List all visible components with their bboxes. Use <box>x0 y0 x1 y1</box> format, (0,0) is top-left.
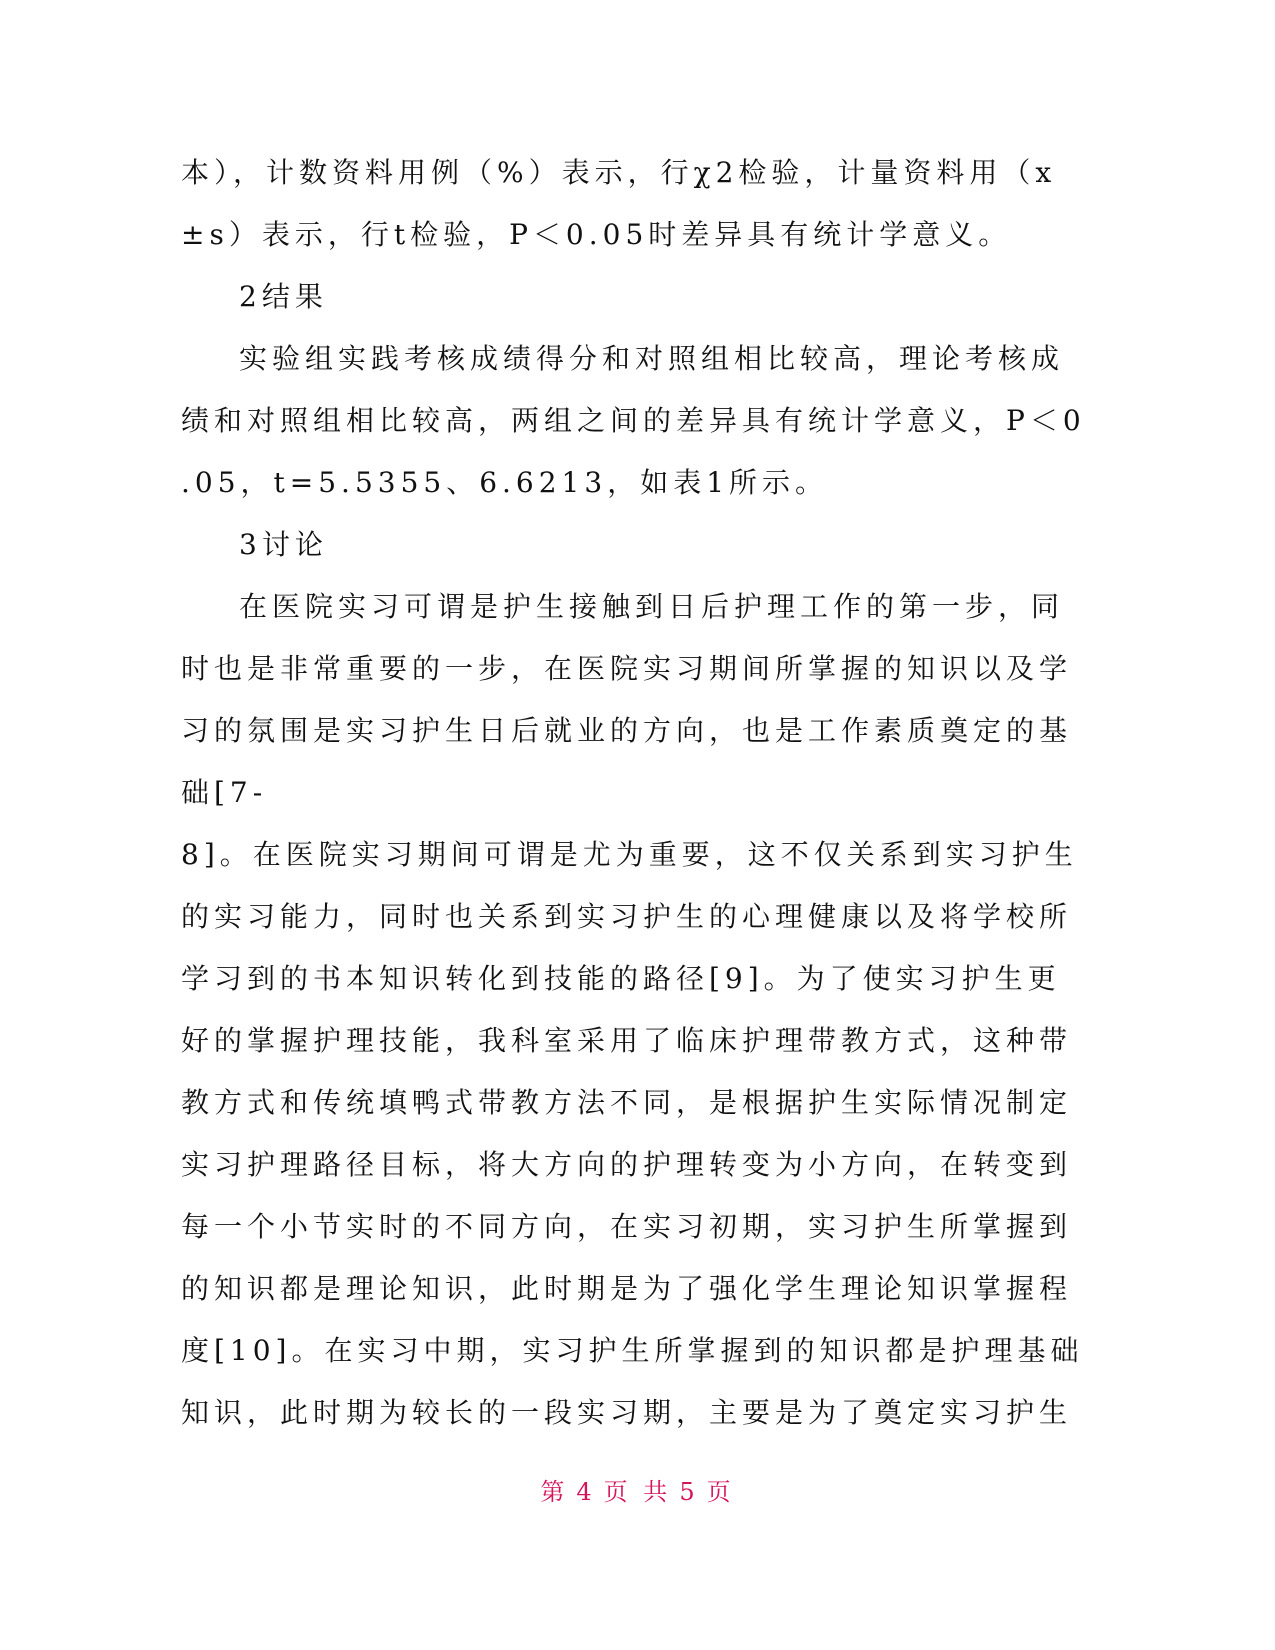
text-line: ±s）表示，行t检验，P＜0.05时差异具有统计学意义。 <box>181 218 1012 251</box>
text-line: 8]。在医院实习期间可谓是尤为重要，这不仅关系到实习护生 <box>181 838 1078 871</box>
text-line: 实验组实践考核成绩得分和对照组相比较高，理论考核成 <box>239 342 1065 375</box>
text-line: 绩和对照组相比较高，两组之间的差异具有统计学意义，P＜0 <box>181 404 1086 437</box>
text-line: 好的掌握护理技能，我科室采用了临床护理带教方式，这种带 <box>181 1024 1073 1057</box>
text-line: 在医院实习可谓是护生接触到日后护理工作的第一步，同 <box>239 590 1065 623</box>
total-pages-number: 5 <box>679 1478 699 1506</box>
footer-middle: 页 共 <box>603 1478 672 1506</box>
footer-prefix: 第 <box>540 1478 569 1506</box>
text-line: 的知识都是理论知识，此时期是为了强化学生理论知识掌握程 <box>181 1272 1073 1305</box>
text-line: .05，t=5.5355、6.6213，如表1所示。 <box>181 466 829 499</box>
text-line: 学习到的书本知识转化到技能的路径[9]。为了使实习护生更 <box>181 962 1061 995</box>
current-page-number: 4 <box>576 1478 596 1506</box>
text-line: 习的氛围是实习护生日后就业的方向，也是工作素质奠定的基 <box>181 714 1073 747</box>
text-line: 教方式和传统填鸭式带教方法不同，是根据护生实际情况制定 <box>181 1086 1073 1119</box>
text-line: 度[10]。在实习中期，实习护生所掌握到的知识都是护理基础 <box>181 1334 1084 1367</box>
text-line: 实习护理路径目标，将大方向的护理转变为小方向，在转变到 <box>181 1148 1073 1181</box>
text-line: 的实习能力，同时也关系到实习护生的心理健康以及将学校所 <box>181 900 1073 933</box>
text-line: 础[7- <box>181 776 268 809</box>
text-line: 时也是非常重要的一步，在医院实习期间所掌握的知识以及学 <box>181 652 1073 685</box>
text-line: 本），计数资料用例（%）表示，行χ2检验，计量资料用（x <box>181 156 1057 189</box>
body-text <box>181 142 1086 1444</box>
page-footer <box>0 1472 1275 1507</box>
text-line: 知识，此时期为较长的一段实习期，主要是为了奠定实习护生 <box>181 1396 1073 1429</box>
section-heading: 3讨论 <box>239 528 328 561</box>
section-heading: 2结果 <box>239 280 328 313</box>
text-line: 每一个小节实时的不同方向，在实习初期，实习护生所掌握到 <box>181 1210 1073 1243</box>
footer-suffix: 页 <box>706 1478 735 1506</box>
